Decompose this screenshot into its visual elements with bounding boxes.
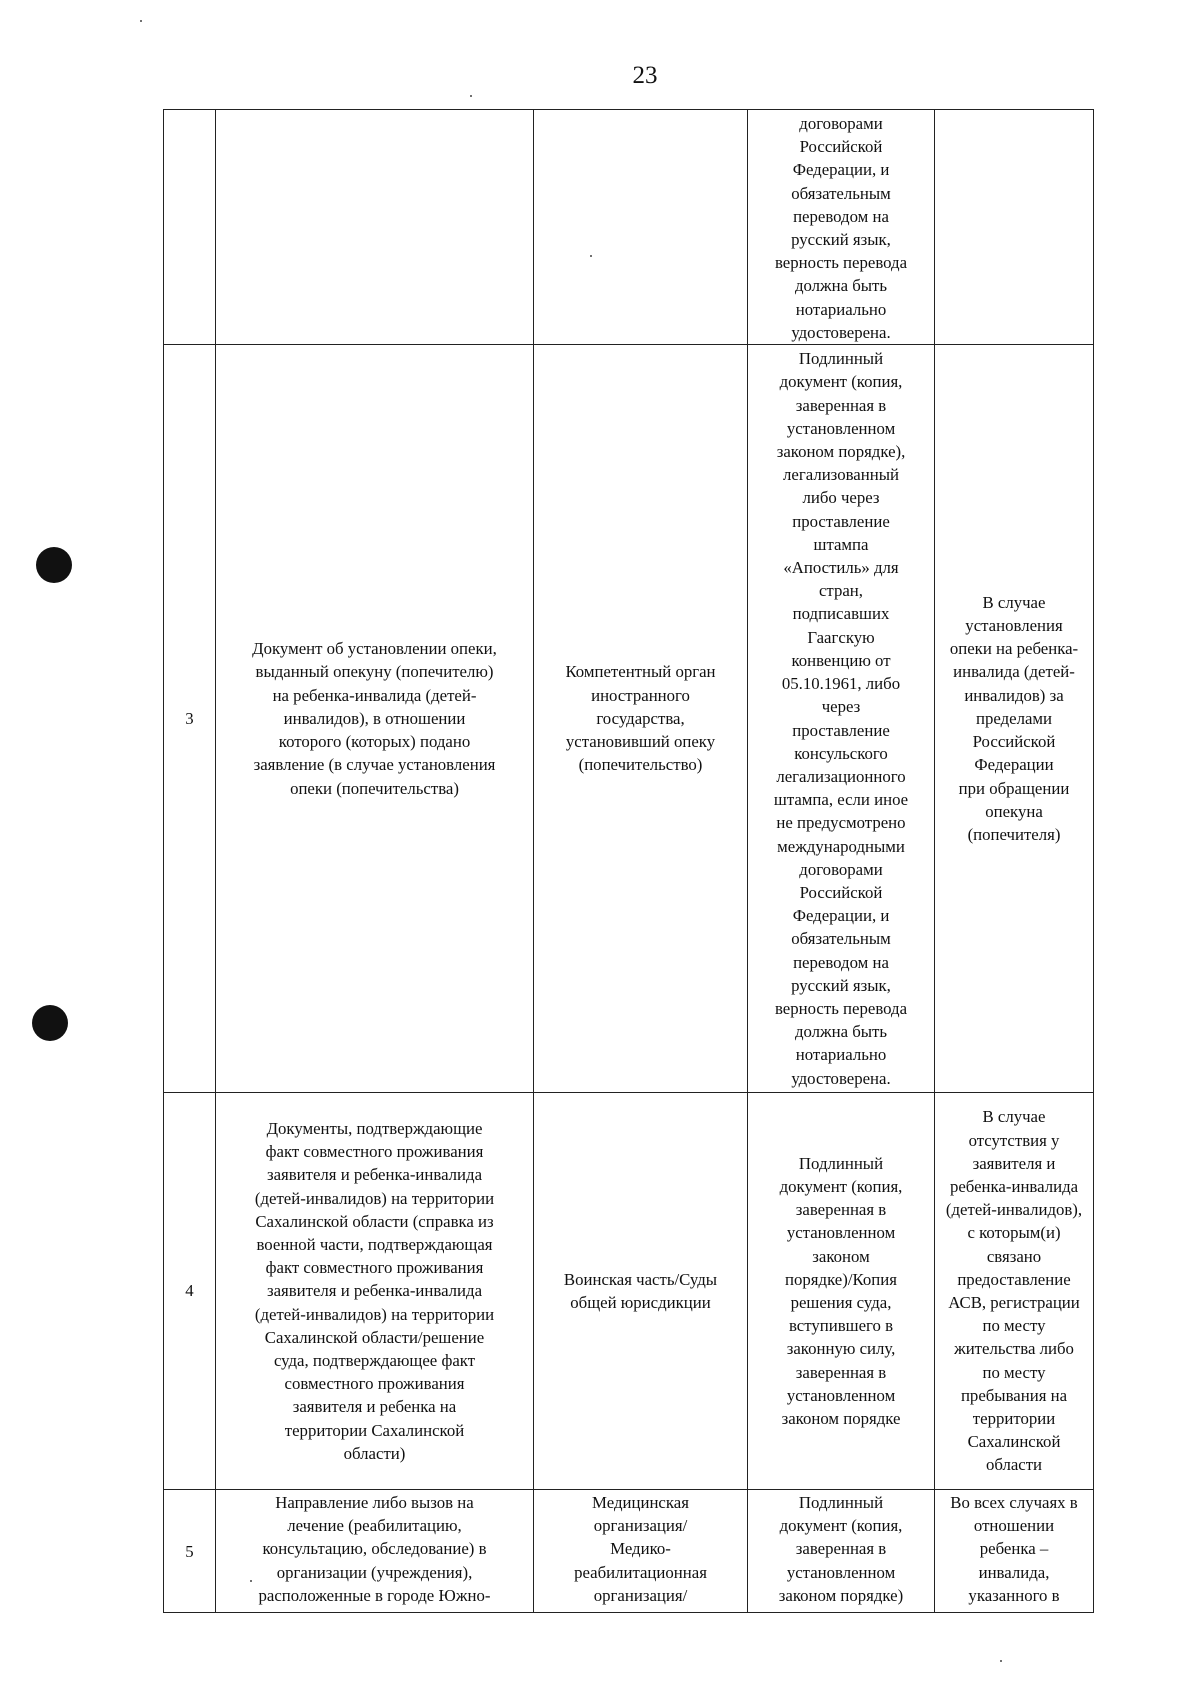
- document-cell: Документы, подтверждающие факт совместного проживания заявителя и ребенка-инвалида (детей-инвалидов) на территории Сахалинской области (справка из военной части, подтверждающая факт совместного проживания заявителя и ребенка-инвалида (детей-инвалидов) на территории Сахалинской области/решение суда, подтверждающее факт совместного проживания заявителя и ребенка на территории Сахалинской области): [216, 1093, 534, 1490]
- table-row: [164, 110, 1094, 345]
- requirements-cell: Подлинный документ (копия, заверенная в установленном законом порядке)/Копия решения суда, вступившего в законную силу, заверенная в установленном законом порядке: [748, 1093, 935, 1490]
- issuer-cell: Медицинская организация/ Медико- реабилитационная организация/: [534, 1490, 748, 1613]
- row-number-cell: 4: [164, 1093, 216, 1490]
- issuer-cell: Компетентный орган иностранного государства, установивший опеку (попечительство): [534, 345, 748, 1093]
- punch-hole-mark-upper: [36, 547, 72, 583]
- document-cell: Документ об установлении опеки, выданный опекуну (попечителю) на ребенка-инвалида (детей- инвалидов), в отношении которого (которых) подано заявление (в случае установления опеки (попечительства): [216, 345, 534, 1093]
- issuer-cell: Воинская часть/Суды общей юрисдикции: [534, 1093, 748, 1490]
- condition-cell: Во всех случаях в отношении ребенка – инвалида, указанного в: [935, 1490, 1094, 1613]
- table-row: [164, 345, 1094, 1093]
- condition-cell: В случае отсутствия у заявителя и ребенка-инвалида (детей-инвалидов), с которым(и) связано предоставление АСВ, регистрации по месту жительства либо по месту пребывания на территории Сахалинской области: [935, 1093, 1094, 1490]
- condition-cell: [935, 110, 1094, 345]
- document-cell: Направление либо вызов на лечение (реабилитацию, консультацию, обследование) в организации (учреждения), расположенные в городе Южно-: [216, 1490, 534, 1613]
- issuer-cell: [534, 110, 748, 345]
- table-row: [164, 1093, 1094, 1490]
- table-row: [164, 1490, 1094, 1613]
- scan-speck: [140, 20, 142, 22]
- row-number-cell: 3: [164, 345, 216, 1093]
- requirements-cell: Подлинный документ (копия, заверенная в установленном законом порядке): [748, 1490, 935, 1613]
- row-number-cell: 5: [164, 1490, 216, 1613]
- requirements-cell: Подлинный документ (копия, заверенная в установленном законом порядке), легализованный либо через проставление штампа «Апостиль» для стран, подписавших Гаагскую конвенцию от 05.10.1961, либо через проставление консульского легализационного штампа, если иное не предусмотрено международными договорами Российской Федерации, и обязательным переводом на русский язык, верность перевода должна быть нотариально удостоверена.: [748, 345, 935, 1093]
- documents-table: [163, 109, 1094, 1613]
- punch-hole-mark-lower: [32, 1005, 68, 1041]
- row-number-cell: [164, 110, 216, 345]
- scan-speck: [470, 95, 472, 97]
- requirements-cell: договорами Российской Федерации, и обязательным переводом на русский язык, верность перевода должна быть нотариально удостоверена.: [748, 110, 935, 345]
- condition-cell: В случае установления опеки на ребенка- инвалида (детей- инвалидов) за пределами Российской Федерации при обращении опекуна (попечителя): [935, 345, 1094, 1093]
- page-number: 23: [632, 62, 658, 89]
- document-cell: [216, 110, 534, 345]
- scan-speck: [1000, 1660, 1002, 1662]
